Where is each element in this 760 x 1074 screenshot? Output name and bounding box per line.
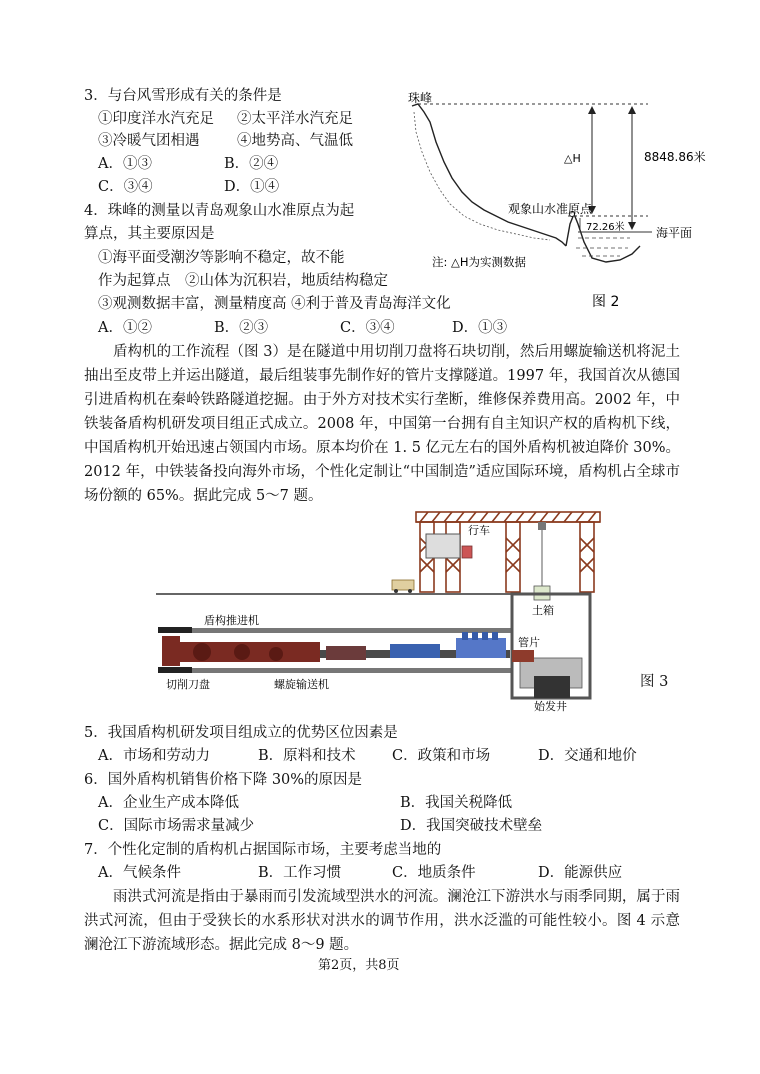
q4-choice-a: A．①② <box>98 320 152 336</box>
label-offset: 72.26米 <box>586 222 625 233</box>
q5-choice-b: B．原料和技术 <box>258 748 356 764</box>
q5-stem: 5．我国盾构机研发项目组成立的优势区位因素是 <box>84 725 398 741</box>
figure-2-note: 注: △H为实测数据 <box>432 255 527 269</box>
label-segment: 管片 <box>518 636 540 649</box>
q3-stem: 3．与台风雪形成有关的条件是 <box>84 88 282 104</box>
q5-choice-c: C．政策和市场 <box>392 748 491 764</box>
q4-choice-d: D．①③ <box>452 320 508 336</box>
q6-stem: 6．国外盾构机销售价格下降 30%的原因是 <box>84 772 363 788</box>
q7-choice-c: C．地质条件 <box>392 865 476 881</box>
q4-option-1: ①海平面受潮汐等影响不稳定，故不能 <box>98 250 345 266</box>
q3-option-3: ③冷暖气团相遇 <box>98 133 200 149</box>
q7-stem: 7．个性化定制的盾构机占据国际市场，主要考虑当地的 <box>84 842 442 858</box>
q3-option-1: ①印度洋水汽充足 <box>98 111 214 127</box>
q4-choice-b: B．②③ <box>214 320 269 336</box>
label-crane: 行车 <box>468 524 490 537</box>
passage-shield-machine: 盾构机的工作流程（图 3）是在隧道中用切削刀盘将石块切削，然后用螺旋输送机将泥土抽出至皮带上并运出隧道，最后组装事先制作好的管片支撑隧道。1997 年，我国首次从德国引进盾构机在秦岭铁路隧道挖掘。由于外方对技术实行垄断，维修保养费用高。2002 年，中铁装备盾构机研发项目组正式成立。2008 年，中国第一台拥有自主知识产权的盾构机下线，中国盾构机开始迅速占领国内市场。原本均价在 1. 5 亿元左右的国外盾构机被迫降价 30%。2012 年，中铁装备投向海外市场，个性化定制让“中国制造”适应国际环境，盾构机占全球市场份额的 65%。据此完成 5～7 题。 <box>84 344 680 504</box>
label-screw-conveyor: 螺旋输送机 <box>274 678 329 691</box>
q7-choice-d: D．能源供应 <box>538 865 623 881</box>
q3-choice-c: C．③④ <box>98 179 153 195</box>
shield-machine-body <box>162 632 534 666</box>
label-pusher: 盾构推进机 <box>204 614 259 627</box>
label-leveling-origin: 观象山水准原点 <box>508 202 593 216</box>
q3-choice-d: D．①④ <box>224 179 280 195</box>
q6-choice-c: C．国际市场需求量减少 <box>98 818 255 834</box>
q6-choice-d: D．我国突破技术壁垒 <box>400 818 543 834</box>
figure-3-shield-machine-diagram <box>150 508 680 716</box>
q6-choice-a: A．企业生产成本降低 <box>98 795 239 811</box>
label-everest: 珠峰 <box>408 91 433 105</box>
q3-option-2: ②太平洋水汽充足 <box>237 111 353 127</box>
q4-stem-line1: 4．珠峰的测量以青岛观象山水准原点为起 <box>84 203 355 219</box>
q3-option-4: ④地势高、气温低 <box>237 133 353 149</box>
label-launch-shaft: 始发井 <box>534 700 567 713</box>
label-sea-level: 海平面 <box>656 226 693 240</box>
passage-lancang-river: 雨洪式河流是指由于暴雨而引发流域型洪水的河流。澜沧江下游洪水与雨季同期，属于雨洪式河流，但由于受狭长的水系形状对洪水的调节作用，洪水泛滥的可能性较小。图 4 示意澜沧江下游流域形态。据此完成 8～9 题。 <box>84 889 680 953</box>
label-cutter: 切削刀盘 <box>166 678 210 691</box>
label-delta-h: △H <box>564 152 581 165</box>
q4-option-1-2: 作为起算点 ②山体为沉积岩，地质结构稳定 <box>98 273 388 289</box>
label-height: 8848.86米 <box>644 150 706 164</box>
page-footer: 第2页，共8页 <box>318 958 400 973</box>
q4-choice-c: C．③④ <box>340 320 395 336</box>
hopper <box>426 534 460 558</box>
q3-choice-b: B．②④ <box>224 156 279 172</box>
q3-choice-a: A．①③ <box>98 156 152 172</box>
truck <box>392 580 414 590</box>
figure-2-everest-diagram <box>400 82 720 322</box>
q5-choice-d: D．交通和地价 <box>538 748 637 764</box>
q5-choice-a: A．市场和劳动力 <box>98 748 210 764</box>
q4-stem-line2: 算点，其主要原因是 <box>84 226 215 242</box>
q4-option-3-4: ③观测数据丰富，测量精度高 ④利于普及青岛海洋文化 <box>98 296 451 312</box>
figure-2-caption: 图 2 <box>592 294 620 310</box>
label-soil-box: 土箱 <box>532 604 554 617</box>
q7-choice-b: B．工作习惯 <box>258 865 342 881</box>
figure-3-caption: 图 3 <box>640 674 669 690</box>
q6-choice-b: B．我国关税降低 <box>400 795 513 811</box>
q7-choice-a: A．气候条件 <box>98 865 181 881</box>
